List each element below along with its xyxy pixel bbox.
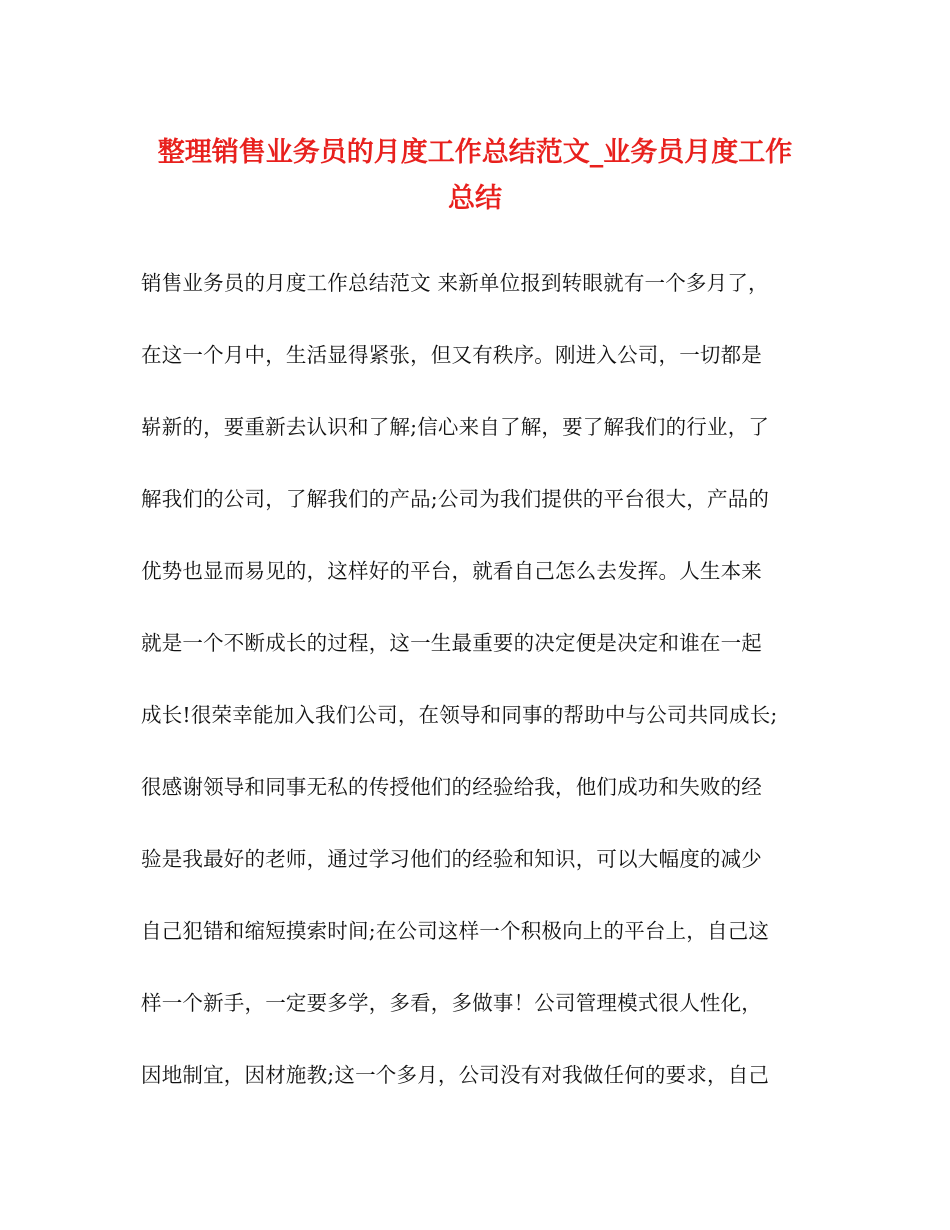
body-line-6: 就是一个不断成长的过程，这一生最重要的决定便是决定和谁在一起 [141,631,762,655]
body-line-7: 成长!很荣幸能加入我们公司，在领导和同事的帮助中与公司共同成长; [141,703,778,727]
title-line-2: 总结 [448,183,502,214]
body-line-8: 很感谢领导和同事无私的传授他们的经验给我，他们成功和失败的经 [141,775,762,799]
body-line-4: 解我们的公司，了解我们的产品;公司为我们提供的平台很大，产品的 [141,487,770,511]
body-line-3: 崭新的，要重新去认识和了解;信心来自了解，要了解我们的行业，了 [141,415,770,439]
body-line-11: 样一个新手，一定要多学，多看，多做事！公司管理模式很人性化， [141,991,762,1015]
document-title [120,130,830,222]
body-line-9: 验是我最好的老师，通过学习他们的经验和知识，可以大幅度的减少 [141,847,762,871]
body-line-2: 在这一个月中，生活显得紧张，但又有秩序。刚进入公司，一切都是 [141,343,762,367]
body-line-10: 自己犯错和缩短摸索时间;在公司这样一个积极向上的平台上，自己这 [141,919,770,943]
body-line-5: 优势也显而易见的，这样好的平台，就看自己怎么去发挥。人生本来 [141,559,762,583]
document-body [141,262,821,1126]
body-line-12: 因地制宜，因材施教;这一个多月，公司没有对我做任何的要求，自己 [141,1063,770,1087]
body-line-1: 销售业务员的月度工作总结范文 来新单位报到转眼就有一个多月了， [141,271,769,295]
title-line-1: 整理销售业务员的月度工作总结范文_业务员月度工作 [157,137,793,168]
